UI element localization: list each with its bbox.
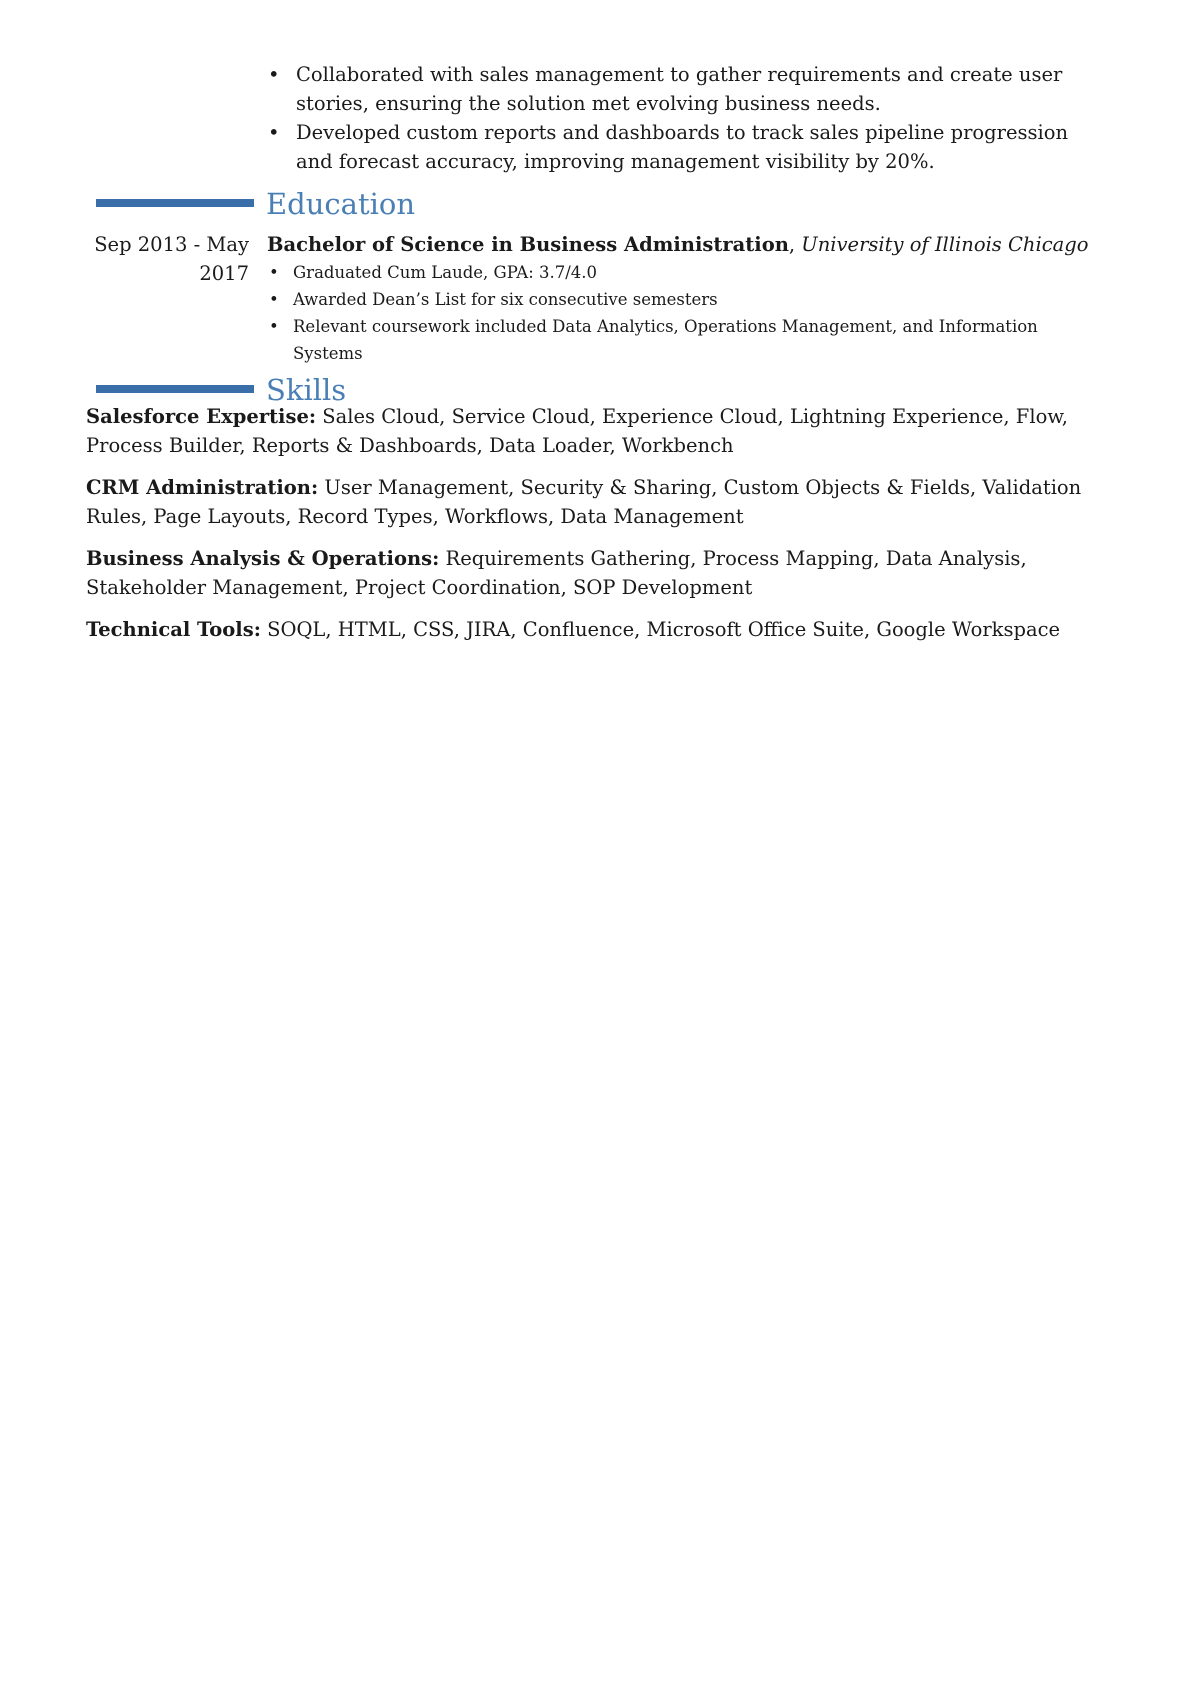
experience-bullet-list <box>268 60 1098 176</box>
education-heading: Education <box>266 187 416 221</box>
education-entry <box>267 230 1107 367</box>
skill-label: Technical Tools: <box>86 618 261 641</box>
skills-heading: Skills <box>266 373 347 407</box>
skills-accent-bar <box>96 385 254 393</box>
education-school: University of Illinois Chicago <box>801 233 1089 256</box>
skill-row <box>86 615 1098 644</box>
experience-bullet: • Collaborated with sales management to gather requirements and create user stories, ensuring the solution met evolving business needs. <box>268 60 1098 118</box>
skill-value: Requirements Gathering, Process Mapping, Data Analysis, Stakeholder Management, Project Coordination, SOP Development <box>86 547 1027 599</box>
education-bullet-list <box>267 259 1107 367</box>
education-separator: , <box>788 233 802 256</box>
education-date-start: Sep 2013 - May <box>94 233 249 256</box>
skill-value: Sales Cloud, Service Cloud, Experience Cloud, Lightning Experience, Flow, Process Builder, Reports & Dashboards, Data Loader, Workbench <box>86 405 1068 457</box>
education-section-header <box>96 186 1096 222</box>
skill-label: Salesforce Expertise: <box>86 405 317 428</box>
skill-value: SOQL, HTML, CSS, JIRA, Confluence, Microsoft Office Suite, Google Workspace <box>267 618 1061 641</box>
skill-row <box>86 473 1098 531</box>
skills-list <box>86 402 1098 657</box>
education-bullet: • Graduated Cum Laude, GPA: 3.7/4.0 <box>267 259 1107 286</box>
experience-bullet: • Developed custom reports and dashboards to track sales pipeline progression and forecast accuracy, improving management visibility by 20%. <box>268 118 1098 176</box>
education-title-line <box>267 230 1107 259</box>
skill-row <box>86 402 1098 460</box>
skill-value: User Management, Security & Sharing, Custom Objects & Fields, Validation Rules, Page Layouts, Record Types, Workflows, Data Management <box>86 476 1082 528</box>
education-degree: Bachelor of Science in Business Administration <box>267 233 789 256</box>
education-accent-bar <box>96 199 254 207</box>
skill-label: CRM Administration: <box>86 476 319 499</box>
skill-label: Business Analysis & Operations: <box>86 547 440 570</box>
education-bullet: • Relevant coursework included Data Analytics, Operations Management, and Information Systems <box>267 313 1107 367</box>
skill-row <box>86 544 1098 602</box>
education-bullet: • Awarded Dean’s List for six consecutive semesters <box>267 286 1107 313</box>
education-date <box>86 230 249 288</box>
education-date-end: 2017 <box>199 262 249 285</box>
